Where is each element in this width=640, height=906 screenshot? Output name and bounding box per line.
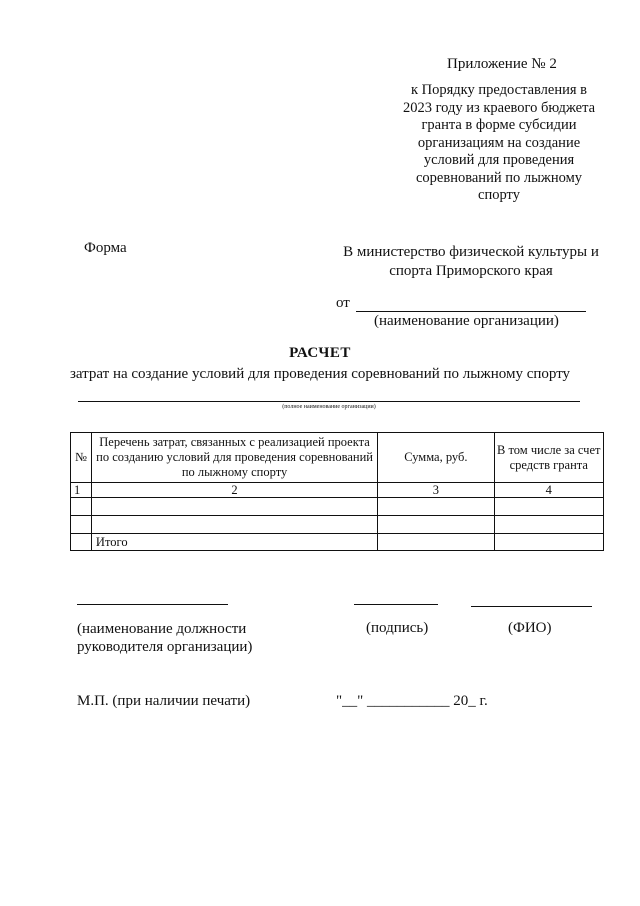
table-cell[interactable] (494, 498, 603, 516)
appendix-number: Приложение № 2 (447, 56, 557, 72)
signature-line[interactable] (354, 604, 438, 605)
column-number: 2 (91, 483, 377, 498)
stamp-place: М.П. (при наличии печати) (77, 693, 251, 709)
total-row (71, 534, 604, 551)
position-signature-line[interactable] (77, 604, 228, 605)
appendix-line: спорту (478, 187, 520, 203)
position-caption (77, 620, 252, 656)
table-cell[interactable] (71, 534, 92, 551)
addressee-line: В министерство физической культуры и (343, 244, 599, 260)
addressee (336, 243, 606, 281)
column-number: 1 (71, 483, 92, 498)
column-number: 4 (494, 483, 603, 498)
organization-name-field[interactable] (356, 311, 586, 312)
document-subtitle: затрат на создание условий для проведения соревнований по лыжному спорту (69, 366, 571, 382)
table-cell[interactable] (378, 516, 494, 534)
table-cell[interactable] (91, 498, 377, 516)
table-cell[interactable] (71, 516, 92, 534)
full-organization-caption: (полное наименование организации) (282, 404, 376, 410)
organization-caption: (наименование организации) (374, 313, 559, 329)
table-cell[interactable] (378, 498, 494, 516)
from-label: от (336, 295, 350, 311)
fio-line[interactable] (471, 606, 592, 607)
column-header-number: № (71, 433, 92, 483)
position-caption-line: (наименование должности (77, 621, 247, 637)
total-grant-cell[interactable] (494, 534, 603, 551)
addressee-line: спорта Приморского края (389, 263, 553, 279)
table-cell[interactable] (71, 498, 92, 516)
fio-caption: (ФИО) (508, 620, 552, 636)
document-title: РАСЧЕТ (289, 345, 351, 361)
costs-table (70, 432, 604, 551)
appendix-reference (388, 82, 610, 205)
table-row (71, 498, 604, 516)
total-label: Итого (91, 534, 377, 551)
full-organization-name-field[interactable] (78, 401, 580, 402)
date-field[interactable]: "__" ___________ 20_ г. (336, 693, 488, 709)
appendix-line: соревнований по лыжному (415, 169, 582, 186)
table-row (71, 516, 604, 534)
column-number: 3 (378, 483, 494, 498)
column-header-grant: В том числе за счет средств гранта (494, 433, 603, 483)
table-header-row (71, 433, 604, 483)
appendix-line: к Порядку предоставления в (410, 82, 588, 98)
from-row (336, 295, 350, 312)
column-header-sum: Сумма, руб. (378, 433, 494, 483)
signature-caption: (подпись) (366, 620, 429, 636)
appendix-line: гранта в форме субсидии (421, 117, 577, 133)
table-cell[interactable] (494, 516, 603, 534)
total-sum-cell[interactable] (378, 534, 494, 551)
appendix-line: условий для проведения (423, 152, 575, 168)
column-number-row (71, 483, 604, 498)
position-caption-line: руководителя организации) (77, 639, 253, 655)
table-cell[interactable] (91, 516, 377, 534)
form-label: Форма (84, 240, 127, 256)
appendix-line: организациям на создание (417, 134, 581, 151)
column-header-expenses: Перечень затрат, связанных с реализацией проекта по созданию условий для проведения соревнований по лыжному спорту (91, 433, 377, 483)
appendix-line: 2023 году из краевого бюджета (402, 99, 596, 116)
